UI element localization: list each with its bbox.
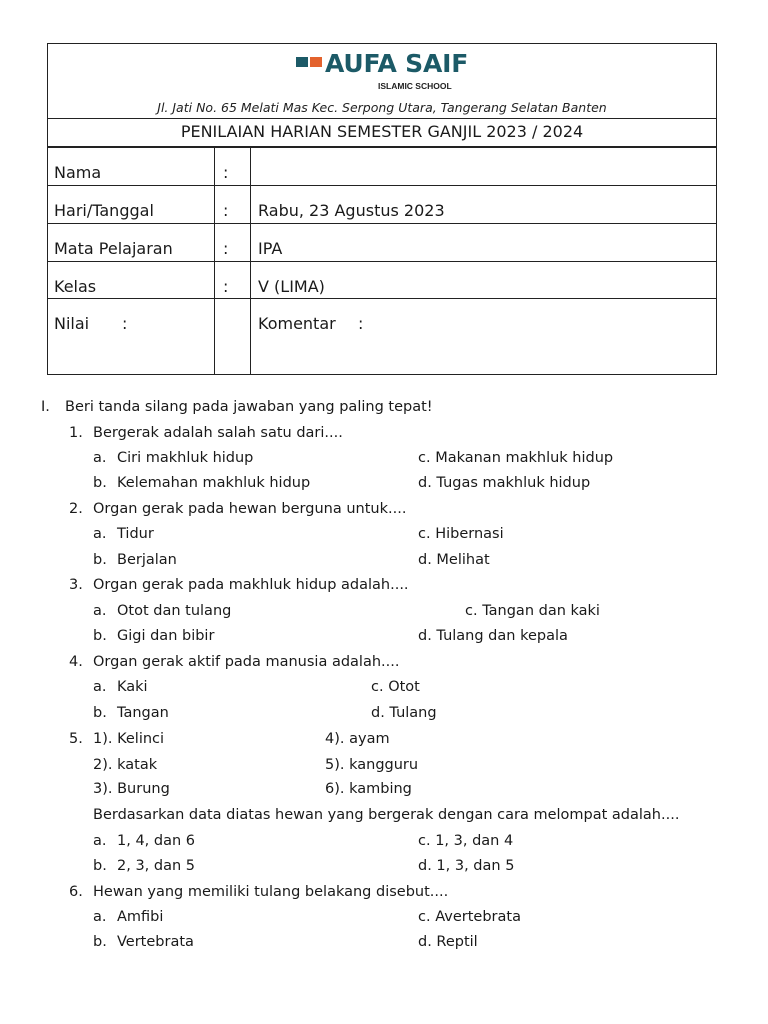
subject-value: IPA [258,239,283,258]
colon: : [358,314,364,333]
student-info-table [47,147,717,375]
question-number: 4. [69,654,83,670]
option-a[interactable]: Tidur [117,526,154,542]
option-d[interactable]: d. Tugas makhluk hidup [418,475,591,491]
subject-label: Mata Pelajaran [54,239,173,258]
option-c[interactable]: c. Makanan makhluk hidup [418,450,614,466]
question-number: 2. [69,501,83,517]
school-name: AUFA SAIF [325,49,469,78]
option-a[interactable]: Amfibi [117,909,164,925]
comment-label: Komentar [258,314,336,333]
date-value: Rabu, 23 Agustus 2023 [258,201,445,220]
option-c[interactable]: c. Avertebrata [418,909,521,925]
option-d[interactable]: d. Tulang [371,705,437,721]
exam-title: PENILAIAN HARIAN SEMESTER GANJIL 2023 / 2024 [180,122,584,141]
colon: : [223,277,229,296]
question-text: Berdasarkan data diatas hewan yang bergerak dengan cara melompat adalah.... [93,807,680,823]
option-letter: b. [93,552,107,568]
info-row-score-comment [48,298,716,376]
question-text: Bergerak adalah salah satu dari.... [93,425,343,441]
question-text: Organ gerak pada makhluk hidup adalah.... [93,577,409,593]
question-number: 1. [69,425,83,441]
option-d[interactable]: d. Reptil [418,934,478,950]
info-row-date [48,185,716,223]
header-divider [48,118,716,119]
school-logo [296,49,496,95]
option-b[interactable]: Kelemahan makhluk hidup [117,475,311,491]
option-a[interactable]: Kaki [117,679,148,695]
option-b[interactable]: Berjalan [117,552,177,568]
option-letter: b. [93,858,107,874]
question-text: Hewan yang memiliki tulang belakang disebut.... [93,884,449,900]
colon: : [223,163,229,182]
logo-mark-teal [296,57,308,67]
colon: : [122,314,128,333]
option-b[interactable]: Tangan [117,705,169,721]
option-d[interactable]: d. Melihat [418,552,490,568]
option-c[interactable]: c. Hibernasi [418,526,504,542]
option-letter: b. [93,934,107,950]
logo-mark-orange [310,57,322,67]
option-letter: b. [93,475,107,491]
option-d[interactable]: d. Tulang dan kepala [418,628,568,644]
option-letter: a. [93,603,107,619]
option-a[interactable]: Otot dan tulang [117,603,232,619]
class-value: V (LIMA) [258,277,325,296]
option-c[interactable]: c. Otot [371,679,420,695]
option-letter: b. [93,628,107,644]
school-header [47,43,717,147]
animal-list-item: 5). kangguru [325,757,419,773]
option-b[interactable]: 2, 3, dan 5 [117,858,196,874]
section-instruction: Beri tanda silang pada jawaban yang paling tepat! [65,399,433,415]
question-text: Organ gerak pada hewan berguna untuk.... [93,501,407,517]
option-c[interactable]: c. Tangan dan kaki [465,603,600,619]
option-d[interactable]: d. 1, 3, dan 5 [418,858,515,874]
school-address: Jl. Jati No. 65 Melati Mas Kec. Serpong Utara, Tangerang Selatan Banten [157,100,607,115]
option-b[interactable]: Gigi dan bibir [117,628,215,644]
animal-list-item: 6). kambing [325,781,412,797]
date-label: Hari/Tanggal [54,201,154,220]
option-a[interactable]: 1, 4, dan 6 [117,833,196,849]
class-label: Kelas [54,277,97,296]
option-letter: a. [93,833,107,849]
option-letter: a. [93,526,107,542]
info-row-subject [48,223,716,261]
section-numeral: I. [41,399,50,415]
info-row-class [48,261,716,299]
animal-list-item: 1). Kelinci [93,731,165,747]
question-number: 6. [69,884,83,900]
question-text: Organ gerak aktif pada manusia adalah.... [93,654,400,670]
question-number: 3. [69,577,83,593]
option-letter: a. [93,450,107,466]
option-letter: a. [93,679,107,695]
option-letter: b. [93,705,107,721]
option-a[interactable]: Ciri makhluk hidup [117,450,254,466]
animal-list-item: 3). Burung [93,781,170,797]
option-letter: a. [93,909,107,925]
score-label: Nilai [54,314,90,333]
option-c[interactable]: c. 1, 3, dan 4 [418,833,514,849]
colon: : [223,239,229,258]
animal-list-item: 4). ayam [325,731,390,747]
animal-list-item: 2). katak [93,757,158,773]
option-b[interactable]: Vertebrata [117,934,194,950]
name-label: Nama [54,163,102,182]
info-row-name [48,148,716,185]
colon: : [223,201,229,220]
school-subtitle: ISLAMIC SCHOOL [378,81,452,91]
question-number: 5. [69,731,83,747]
